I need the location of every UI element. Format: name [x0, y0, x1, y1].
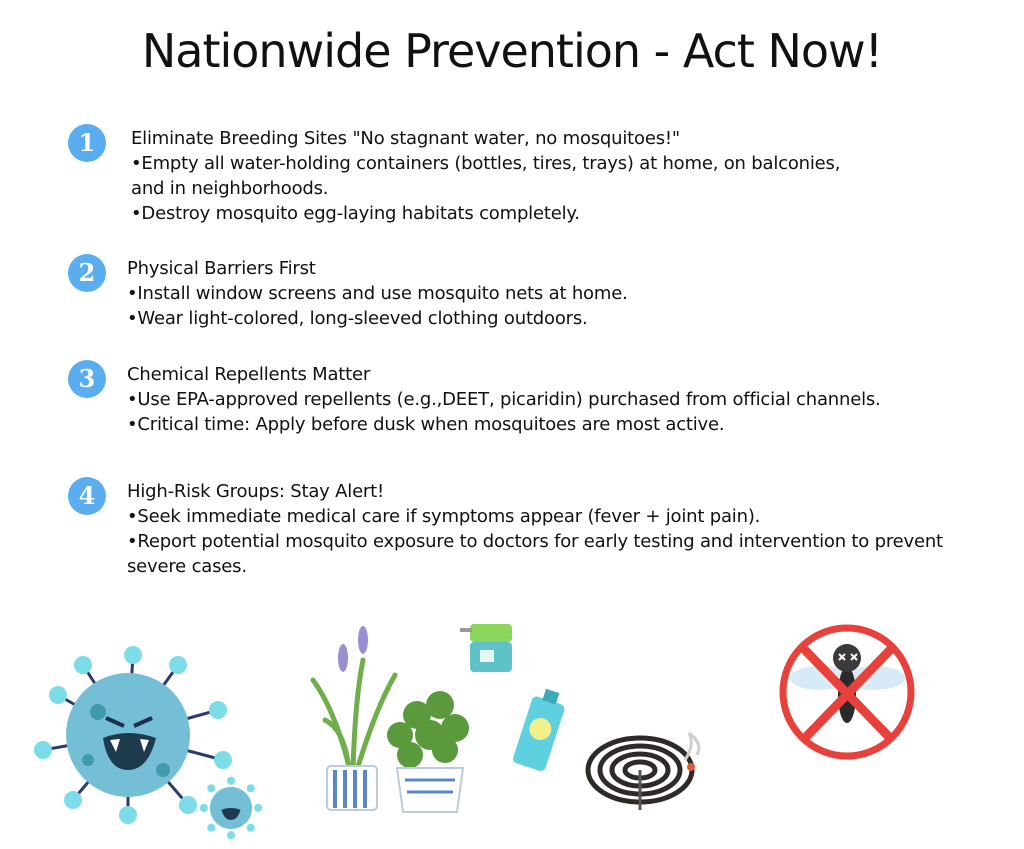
- spray-bottle-icon: [505, 685, 575, 779]
- step-number-badge: 4: [68, 477, 106, 515]
- no-mosquito-icon: [775, 620, 920, 769]
- step-number-badge: 3: [68, 360, 106, 398]
- step-line: •Wear light-colored, long-sleeved clothing outdoors.: [127, 308, 588, 329]
- step-number-badge: 1: [68, 124, 106, 162]
- step-line: •Destroy mosquito egg-laying habitats completely.: [131, 203, 580, 224]
- page-title: Nationwide Prevention - Act Now!: [141, 24, 883, 78]
- step-line: •Seek immediate medical care if symptoms appear (fever + joint pain).: [127, 506, 761, 527]
- repellent-jar-icon: [458, 620, 518, 684]
- step-line: •Report potential mosquito exposure to doctors for early testing and intervention to prevent: [127, 531, 943, 552]
- step-line: •Empty all water-holding containers (bottles, tires, trays) at home, on balconies,: [131, 153, 841, 174]
- mosquito-coil-icon: [585, 725, 715, 819]
- step-line: and in neighborhoods.: [131, 178, 329, 199]
- virus-icon: [28, 640, 268, 849]
- step-line: •Install window screens and use mosquito nets at home.: [127, 283, 628, 304]
- step-line: •Use EPA-approved repellents (e.g.,DEET, picaridin) purchased from official channels.: [127, 389, 881, 410]
- step-number-badge: 2: [68, 254, 106, 292]
- plant-icon: [305, 620, 480, 824]
- step-heading: High-Risk Groups: Stay Alert!: [127, 481, 385, 502]
- step-heading: Chemical Repellents Matter: [127, 364, 371, 385]
- step-heading: Physical Barriers First: [127, 258, 316, 279]
- step-line: severe cases.: [127, 556, 247, 577]
- step-heading: Eliminate Breeding Sites "No stagnant water, no mosquitoes!": [131, 128, 680, 149]
- step-line: •Critical time: Apply before dusk when mosquitoes are most active.: [127, 414, 725, 435]
